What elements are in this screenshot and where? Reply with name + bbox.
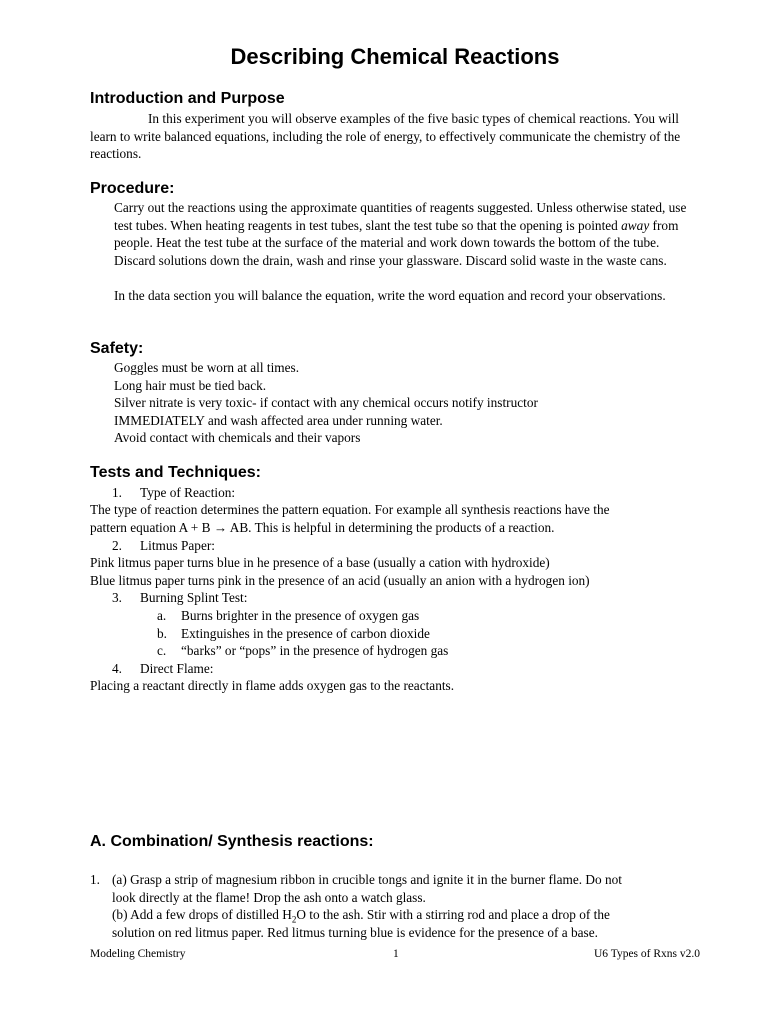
section-a-line bbox=[112, 906, 700, 924]
section-a-text-part: O to the ash. Stir with a stirring rod and place a drop of the bbox=[296, 907, 610, 922]
litmus-pink-text: Pink litmus paper turns blue in he presence of a base (usually a cation with hydroxide) bbox=[90, 555, 550, 570]
test-item-litmus bbox=[112, 537, 215, 555]
section-a-text-part: (b) Add a few drops of distilled H bbox=[112, 907, 292, 922]
safety-heading: Safety: bbox=[90, 340, 144, 357]
tests-heading: Tests and Techniques: bbox=[90, 464, 261, 481]
subscript: 2 bbox=[291, 914, 297, 925]
procedure-text-part: Carry out the reactions using the approximate quantities of reagents suggested. Unless otherwise stated, use test tubes. When heating reagents in test tubes, slant the test tube so that the opening is pointed bbox=[114, 200, 687, 233]
footer-left: Modeling Chemistry bbox=[90, 948, 186, 960]
test-item-flame bbox=[112, 660, 213, 678]
safety-line: Avoid contact with chemicals and their vapors bbox=[114, 430, 361, 445]
procedure-away-emphasis: away bbox=[621, 217, 650, 233]
safety-line: Silver nitrate is very toxic- if contact with any chemical occurs notify instructor bbox=[114, 395, 538, 410]
section-a-line: solution on red litmus paper. Red litmus turning blue is evidence for the presence of a base. bbox=[112, 925, 598, 940]
procedure-text bbox=[114, 199, 700, 269]
list-label: Burning Splint Test: bbox=[140, 590, 248, 605]
type-text-line: The type of reaction determines the pattern equation. For example all synthesis reactions have the bbox=[90, 502, 610, 517]
intro-text: In this experiment you will observe examples of the five basic types of chemical reactions. You will learn to write balanced equations, including the role of energy, to effectively communicate the chemistry of the reactions. bbox=[90, 111, 681, 161]
safety-line: Goggles must be worn at all times. bbox=[114, 360, 300, 375]
list-label: Direct Flame: bbox=[140, 660, 214, 676]
list-label: Type of Reaction: bbox=[140, 485, 236, 500]
section-a-line: (a) Grasp a strip of magnesium ribbon in crucible tongs and ignite it in the burner flame. Do not bbox=[112, 872, 622, 887]
test-item-splint bbox=[112, 589, 247, 607]
section-a-line: look directly at the flame! Drop the ash onto a watch glass. bbox=[112, 889, 426, 905]
safety-line: IMMEDIATELY and wash affected area under running water. bbox=[114, 412, 443, 428]
list-label: Litmus Paper: bbox=[140, 538, 215, 553]
section-a-item-number: 1. bbox=[90, 872, 100, 887]
list-letter: a. bbox=[157, 608, 167, 623]
test-item-type bbox=[112, 484, 235, 502]
list-number: 2. bbox=[112, 538, 122, 553]
splint-subitem bbox=[157, 607, 419, 625]
intro-heading: Introduction and Purpose bbox=[90, 90, 285, 107]
safety-line: Long hair must be tied back. bbox=[114, 377, 267, 393]
section-a-heading: A. Combination/ Synthesis reactions: bbox=[90, 833, 374, 850]
list-text: Burns brighter in the presence of oxygen gas bbox=[181, 608, 420, 623]
type-text-line bbox=[90, 519, 700, 537]
type-text-part: AB. This is helpful in determining the products of a reaction. bbox=[227, 520, 555, 535]
arrow-symbol: → bbox=[213, 520, 228, 535]
type-text-part: pattern equation A + B bbox=[90, 520, 214, 535]
list-number: 3. bbox=[112, 590, 122, 605]
procedure-text-2: In the data section you will balance the equation, write the word equation and record your observations. bbox=[114, 288, 666, 303]
procedure-text-part: from people. Heat the test tube at the surface of the material and work down towards the bottom of the tube. Discard solutions down the drain, wash and rinse your glassware. Discard solid waste in the waste cans. bbox=[114, 217, 679, 268]
list-number: 4. bbox=[112, 660, 122, 676]
splint-subitem bbox=[157, 625, 430, 643]
procedure-heading: Procedure: bbox=[90, 180, 175, 197]
list-text: Extinguishes in the presence of carbon dioxide bbox=[181, 625, 430, 641]
list-number: 1. bbox=[112, 485, 122, 500]
page-title: Describing Chemical Reactions bbox=[230, 44, 560, 69]
footer-page-number: 1 bbox=[393, 948, 399, 960]
list-letter: b. bbox=[157, 625, 167, 641]
footer-right: U6 Types of Rxns v2.0 bbox=[594, 948, 700, 960]
litmus-blue-text: Blue litmus paper turns pink in the presence of an acid (usually an anion with a hydrogen ion) bbox=[90, 573, 590, 588]
list-text: “barks” or “pops” in the presence of hydrogen gas bbox=[181, 643, 449, 658]
list-letter: c. bbox=[157, 643, 167, 658]
splint-subitem bbox=[157, 642, 448, 660]
flame-text: Placing a reactant directly in flame adds oxygen gas to the reactants. bbox=[90, 678, 455, 693]
